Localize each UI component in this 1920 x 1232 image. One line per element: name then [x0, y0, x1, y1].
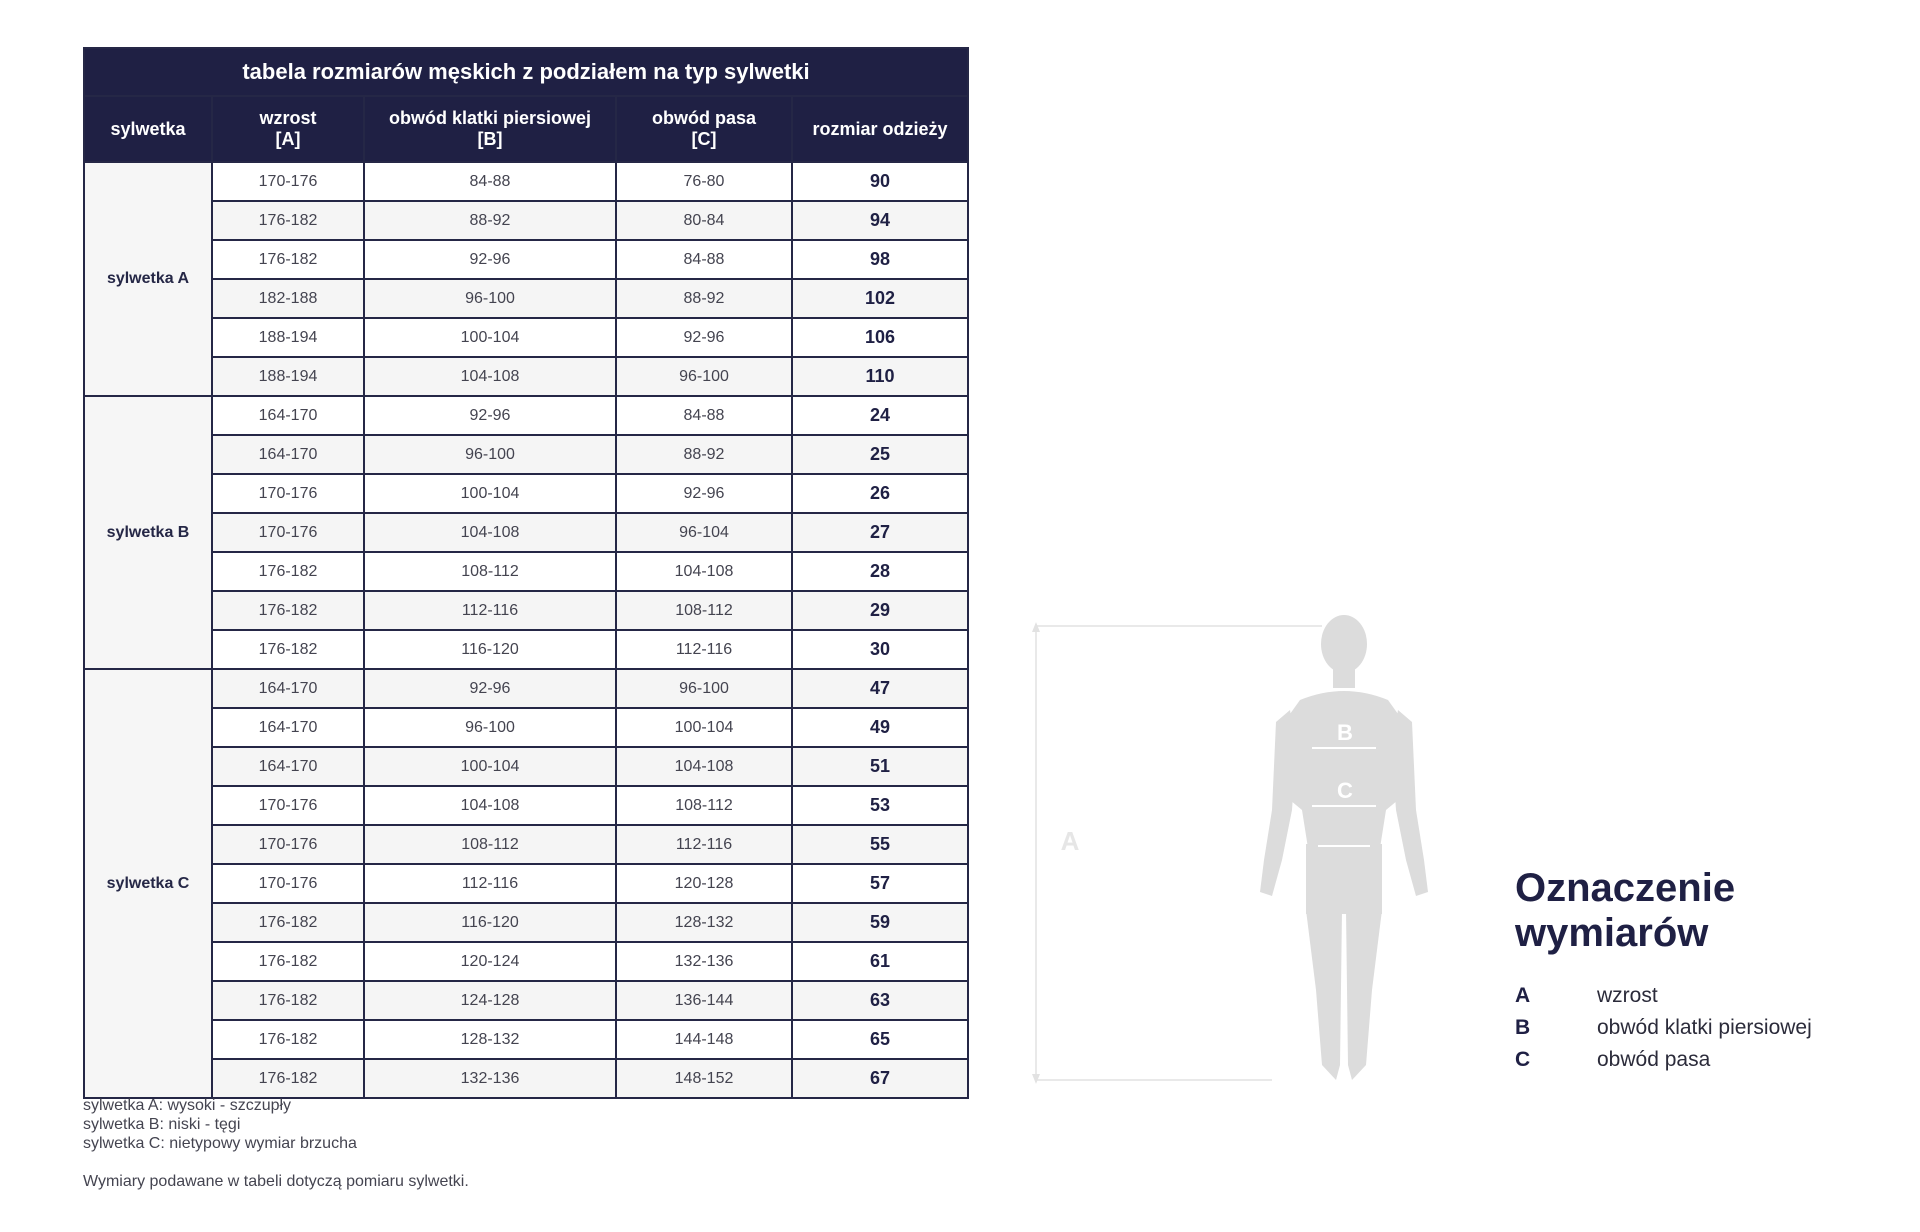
measurement-cell: 120-128: [616, 864, 792, 903]
measurement-cell: 112-116: [616, 630, 792, 669]
measurement-cell: 148-152: [616, 1059, 792, 1098]
measurement-cell: 182-188: [212, 279, 364, 318]
table-row: [84, 513, 968, 552]
size-value: 65: [792, 1020, 968, 1059]
size-table: [83, 47, 969, 1099]
measurement-cell: 88-92: [364, 201, 616, 240]
size-value: 57: [792, 864, 968, 903]
measurement-cell: 170-176: [212, 474, 364, 513]
footnotes: [83, 1096, 469, 1191]
table-header-row: [84, 96, 968, 162]
table-row: [84, 630, 968, 669]
measurement-cell: 128-132: [364, 1020, 616, 1059]
table-row: [84, 591, 968, 630]
table-row: [84, 474, 968, 513]
size-value: 110: [792, 357, 968, 396]
table-row: [84, 825, 968, 864]
size-value: 90: [792, 162, 968, 201]
table-row: [84, 240, 968, 279]
measurement-cell: 170-176: [212, 825, 364, 864]
measurement-cell: 136-144: [616, 981, 792, 1020]
table-row: [84, 669, 968, 708]
size-value: 28: [792, 552, 968, 591]
measurement-cell: 96-100: [364, 708, 616, 747]
measurement-cell: 92-96: [364, 396, 616, 435]
measurement-cell: 112-116: [616, 825, 792, 864]
figure-label-a: A: [1060, 826, 1080, 856]
size-value: 94: [792, 201, 968, 240]
measurement-cell: 88-92: [616, 279, 792, 318]
size-value: 102: [792, 279, 968, 318]
measurement-cell: 92-96: [616, 474, 792, 513]
measurement-cell: 164-170: [212, 747, 364, 786]
measurement-cell: 116-120: [364, 630, 616, 669]
measurement-cell: 88-92: [616, 435, 792, 474]
legend-key: A: [1515, 984, 1531, 1007]
note-sylwetka-a: sylwetka A: wysoki - szczupły: [83, 1097, 292, 1114]
size-value: 47: [792, 669, 968, 708]
measurement-cell: 116-120: [364, 903, 616, 942]
measurement-cell: 96-100: [364, 435, 616, 474]
measurement-cell: 132-136: [616, 942, 792, 981]
table-row: [84, 1059, 968, 1098]
table-row: [84, 318, 968, 357]
note-sylwetka-c: sylwetka C: nietypowy wymiar brzucha: [83, 1135, 357, 1152]
measurement-cell: 170-176: [212, 864, 364, 903]
measurement-cell: 164-170: [212, 396, 364, 435]
table-row: [84, 864, 968, 903]
measurement-cell: 176-182: [212, 552, 364, 591]
measurement-cell: 188-194: [212, 318, 364, 357]
legend-label: obwód pasa: [1597, 1048, 1711, 1071]
measurement-cell: 84-88: [364, 162, 616, 201]
column-header: obwód pasa [C]: [616, 96, 792, 162]
measurement-cell: 96-104: [616, 513, 792, 552]
size-value: 67: [792, 1059, 968, 1098]
measurement-cell: 176-182: [212, 1059, 364, 1098]
size-value: 55: [792, 825, 968, 864]
measurement-cell: 100-104: [364, 474, 616, 513]
measurement-cell: 176-182: [212, 591, 364, 630]
note-sylwetka-b: sylwetka B: niski - tęgi: [83, 1116, 241, 1133]
table-row: [84, 708, 968, 747]
note-measurement: Wymiary podawane w tabeli dotyczą pomiaru sylwetki.: [83, 1173, 469, 1190]
column-header: rozmiar odzieży: [792, 96, 968, 162]
table-row: [84, 357, 968, 396]
measurement-cell: 104-108: [364, 513, 616, 552]
measurement-cell: 170-176: [212, 513, 364, 552]
measurement-cell: 164-170: [212, 435, 364, 474]
column-header: wzrost [A]: [212, 96, 364, 162]
size-value: 29: [792, 591, 968, 630]
measurement-cell: 84-88: [616, 240, 792, 279]
measurement-cell: 144-148: [616, 1020, 792, 1059]
table-row: [84, 903, 968, 942]
table-row: [84, 435, 968, 474]
measurement-cell: 104-108: [364, 357, 616, 396]
measurement-cell: 164-170: [212, 669, 364, 708]
size-value: 49: [792, 708, 968, 747]
measurement-cell: 104-108: [616, 747, 792, 786]
table-row: [84, 279, 968, 318]
measurement-cell: 176-182: [212, 903, 364, 942]
legend-label: obwód klatki piersiowej: [1597, 1016, 1812, 1039]
measurement-cell: 176-182: [212, 981, 364, 1020]
measurement-cell: 108-112: [616, 786, 792, 825]
size-value: 53: [792, 786, 968, 825]
legend-title: Oznaczenie wymiarów: [1515, 866, 1736, 955]
measurement-cell: 188-194: [212, 357, 364, 396]
measurement-cell: 104-108: [616, 552, 792, 591]
measurement-cell: 100-104: [364, 747, 616, 786]
measurement-cell: 176-182: [212, 240, 364, 279]
measurement-cell: 96-100: [616, 669, 792, 708]
measurement-cell: 92-96: [364, 240, 616, 279]
measurement-cell: 80-84: [616, 201, 792, 240]
measurement-cell: 100-104: [616, 708, 792, 747]
legend-item-c: [1515, 1044, 1815, 1076]
legend-key: B: [1515, 1016, 1531, 1039]
size-value: 63: [792, 981, 968, 1020]
size-value: 25: [792, 435, 968, 474]
legend-item-b: [1515, 1012, 1815, 1044]
size-value: 51: [792, 747, 968, 786]
size-value: 98: [792, 240, 968, 279]
table-row: [84, 552, 968, 591]
silhouette-group-label: sylwetka C: [84, 669, 212, 1098]
measurement-cell: 170-176: [212, 162, 364, 201]
measurement-cell: 132-136: [364, 1059, 616, 1098]
size-value: 106: [792, 318, 968, 357]
measurement-cell: 124-128: [364, 981, 616, 1020]
size-value: 27: [792, 513, 968, 552]
measurement-cell: 112-116: [364, 591, 616, 630]
measurement-cell: 96-100: [616, 357, 792, 396]
table-row: [84, 396, 968, 435]
measurement-cell: 112-116: [364, 864, 616, 903]
measurement-cell: 96-100: [364, 279, 616, 318]
body-silhouette: [1260, 615, 1428, 1080]
size-value: 61: [792, 942, 968, 981]
measurement-cell: 108-112: [364, 552, 616, 591]
body-figure: [1020, 610, 1440, 1090]
column-header: sylwetka: [84, 96, 212, 162]
size-value: 24: [792, 396, 968, 435]
legend-list: [1515, 980, 1815, 1076]
measurement-cell: 176-182: [212, 942, 364, 981]
measurement-cell: 104-108: [364, 786, 616, 825]
measurement-cell: 176-182: [212, 1020, 364, 1059]
legend: [1515, 866, 1815, 1076]
measurement-cell: 92-96: [616, 318, 792, 357]
table-row: [84, 1020, 968, 1059]
legend-key: C: [1515, 1048, 1531, 1071]
table-body: [84, 162, 968, 1098]
table-row: [84, 981, 968, 1020]
figure-label-b: B: [1337, 720, 1353, 745]
size-value: 30: [792, 630, 968, 669]
measurement-cell: 92-96: [364, 669, 616, 708]
legend-label: wzrost: [1597, 984, 1658, 1007]
measurement-cell: 170-176: [212, 786, 364, 825]
measurement-cell: 120-124: [364, 942, 616, 981]
table-row: [84, 162, 968, 201]
measurement-cell: 128-132: [616, 903, 792, 942]
figure-label-c: C: [1337, 778, 1353, 803]
table-row: [84, 201, 968, 240]
body-silhouette-svg: [1020, 610, 1440, 1090]
measurement-cell: 76-80: [616, 162, 792, 201]
measurement-cell: 84-88: [616, 396, 792, 435]
column-header: obwód klatki piersiowej [B]: [364, 96, 616, 162]
measurement-cell: 176-182: [212, 630, 364, 669]
silhouette-group-label: sylwetka B: [84, 396, 212, 669]
size-value: 59: [792, 903, 968, 942]
table-row: [84, 747, 968, 786]
measurement-cell: 108-112: [364, 825, 616, 864]
measurement-cell: 108-112: [616, 591, 792, 630]
measurement-cell: 176-182: [212, 201, 364, 240]
measurement-cell: 100-104: [364, 318, 616, 357]
measurement-cell: 164-170: [212, 708, 364, 747]
size-value: 26: [792, 474, 968, 513]
table-title: tabela rozmiarów męskich z podziałem na typ sylwetki: [84, 48, 968, 96]
table-row: [84, 786, 968, 825]
table-row: [84, 942, 968, 981]
silhouette-group-label: sylwetka A: [84, 162, 212, 396]
legend-item-a: [1515, 980, 1815, 1012]
